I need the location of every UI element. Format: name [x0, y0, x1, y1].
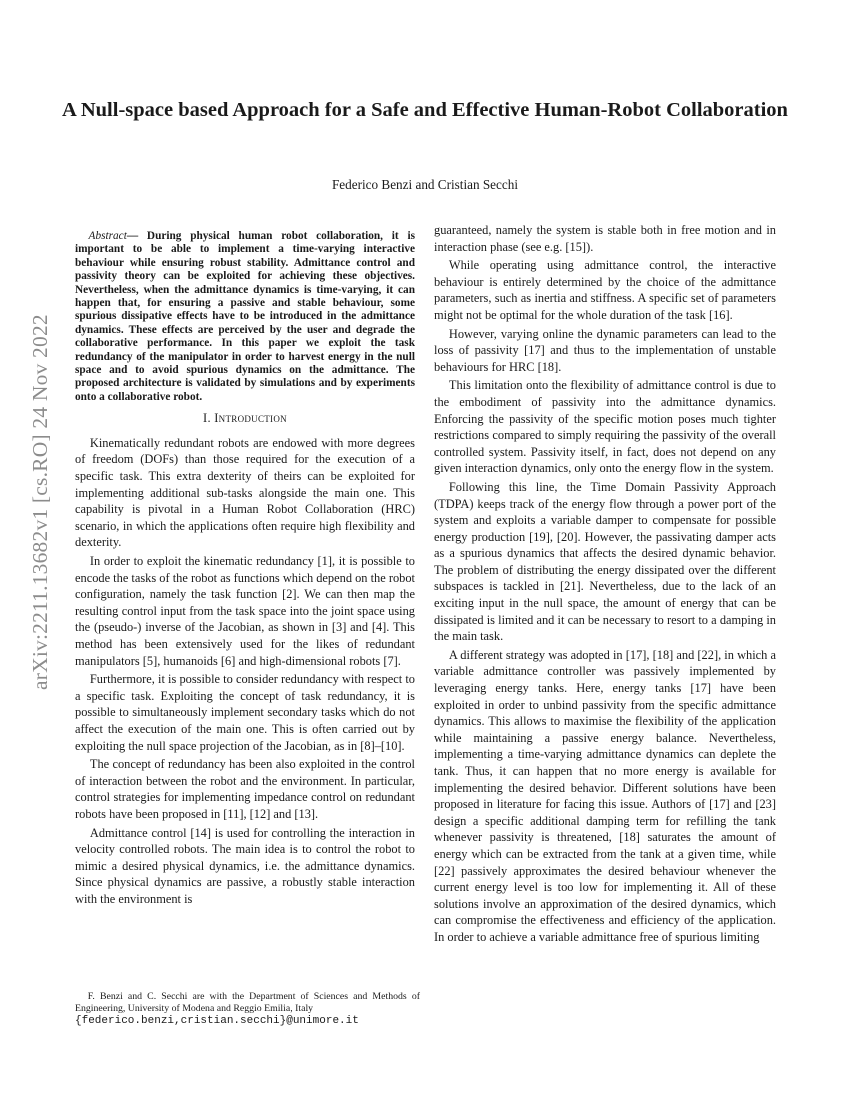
- body-paragraph: However, varying online the dynamic parameters can lead to the loss of passivity [17] and thus to the implementation of unstable behaviours for HRC [18].: [434, 326, 776, 374]
- paper-title: A Null-space based Approach for a Safe and Effective Human-Robot Collaboration: [62, 99, 788, 121]
- intro-paragraph: Furthermore, it is possible to consider redundancy with respect to a specific task. Exploiting the concept of task redundancy, it is possible to simultaneously implement secondary tasks which do not affect the execution of the main one. This is often carried out by exploiting the null space projection of the Jacobian, as in [8]–[10].: [75, 672, 415, 753]
- body-paragraph: A different strategy was adopted in [17], [18] and [22], in which a variable admittance controller was passively implemented by leveraging energy tanks. Here, energy tanks [17] have been exploited in order to unbind passivity from the specific admittance dynamics. This allows to maximise the flexibility of the application while maintaining a passive energy balance. Nevertheless, implementing a time-varying admittance dynamics can deplete the tank. Thus, it can happen that no more energy is available for implementing the desired behavior. Different solutions have been proposed in literature for facing this issue. Authors of [17] and [23] design a specific additional damping term for refilling the tank whenever passivity is threatened, [18] saturates the amount of energy which can be extracted from the tank at a given time, while [22] passively approximates the desired behaviour whenever the current energy level is too low for implementing it. All of these solutions involve an approximation of the desired dynamics, which can compromise the effectiveness and efficiency of the application. In order to achieve a variable admittance free of spurious limiting: [434, 647, 776, 944]
- intro-paragraph: Kinematically redundant robots are endowed with more degrees of freedom (DOFs) than those required for the execution of a specific task. This extra dexterity of theirs can be exploited for implementing additional sub-tasks alongside the main one. This capability is pivotal in a Human Robot Collaboration (HRC) scenario, in which the applications often require high flexibility and dexterity.: [75, 435, 415, 550]
- body-paragraph: Following this line, the Time Domain Passivity Approach (TDPA) keeps track of the energy flow through a power port of the system and exploits a variable damper to compensate for possible energy production [19], [20]. However, the passivating damper acts as a spurious dynamics that affects the desired dynamic behavior. The problem of distributing the energy dissipated over the different subspaces is tackled in [21]. Nevertheless, due to the lack of an exciting input in the null space, the amount of energy that can be dissipated is limited and it can be necessary to resort to a damping in the main task.: [434, 479, 776, 644]
- affiliation-footnote: [75, 991, 420, 1028]
- intro-paragraph: Admittance control [14] is used for controlling the interaction in velocity controlled robots. The main idea is to control the robot to mimic a desired physical dynamics, i.e. the admittance dynamics. Since physical dynamics are passive, a robustly stable interaction with the environment is: [75, 825, 415, 906]
- body-paragraph: While operating using admittance control, the interactive behaviour is entirely determined by the choice of the admittance parameters, such as inertia and stiffness. A specific set of parameters might not be optimal for the whole duration of the task [16].: [434, 258, 776, 322]
- footnote-email: {federico.benzi,cristian.secchi}@unimore.it: [75, 1015, 359, 1028]
- intro-paragraph: In order to exploit the kinematic redundancy [1], it is possible to encode the tasks of the robot as functions which depend on the robot configuration, namely the task function [2]. We can then map the resulting control input from the task space into the joint space using the (pseudo-) inverse of the Jacobian, as shown in [3] and [4]. This method has been extensively used for the likes of redundant manipulators [5], humanoids [6] and high-dimensional robots [7].: [75, 554, 415, 668]
- author-list: Federico Benzi and Cristian Secchi: [331, 177, 519, 192]
- section-heading-introduction: I. Introduction: [203, 411, 287, 426]
- abstract: [75, 230, 415, 404]
- footnote-text: F. Benzi and C. Secchi are with the Department of Sciences and Methods of Engineering, University of Modena and Reggio Emilia, Italy: [75, 991, 420, 1015]
- left-column: [75, 230, 415, 910]
- abstract-text: — During physical human robot collaboration, it is important to be able to implement a time-varying interactive behaviour while ensuring robust stability. Admittance control and passivity theory can be exploited for achieving these objectives. Nevertheless, when the admittance dynamics is time-varying, it can happen that, for ensuring a passive and stable behaviour, some spurious dissipative effects have to be introduced in the admittance dynamics. These effects are perceived by the user and degrade the collaborative performance. In this paper we exploit the task redundancy of the manipulator in order to harvest energy in the null space and to avoid spurious dynamics on the admittance. The proposed architecture is validated by simulations and by experiments onto a collaborative robot.: [75, 230, 415, 403]
- intro-paragraph: The concept of redundancy has been also exploited in the control of interaction between the robot and the environment. In particular, control strategies for implementing impedance control on redundant robots have been proposed in [11], [12] and [13].: [75, 757, 415, 821]
- right-column: [434, 222, 776, 948]
- body-paragraph: guaranteed, namely the system is stable both in free motion and in interaction phase (see e.g. [15]).: [434, 223, 776, 254]
- arxiv-identifier: arXiv:2211.13682v1 [cs.RO] 24 Nov 2022: [28, 314, 52, 691]
- abstract-lead: Abstract: [88, 230, 127, 242]
- body-paragraph: This limitation onto the flexibility of admittance control is due to the embodiment of passivity into the admittance dynamics. Enforcing the passivity of the specific motion poses much tighter restrictions compared to simply requiring the passivity of the overall controlled system. Passivity itself, in fact, does not depend on any given interaction dynamics, only onto the energy flow in the system.: [434, 378, 776, 476]
